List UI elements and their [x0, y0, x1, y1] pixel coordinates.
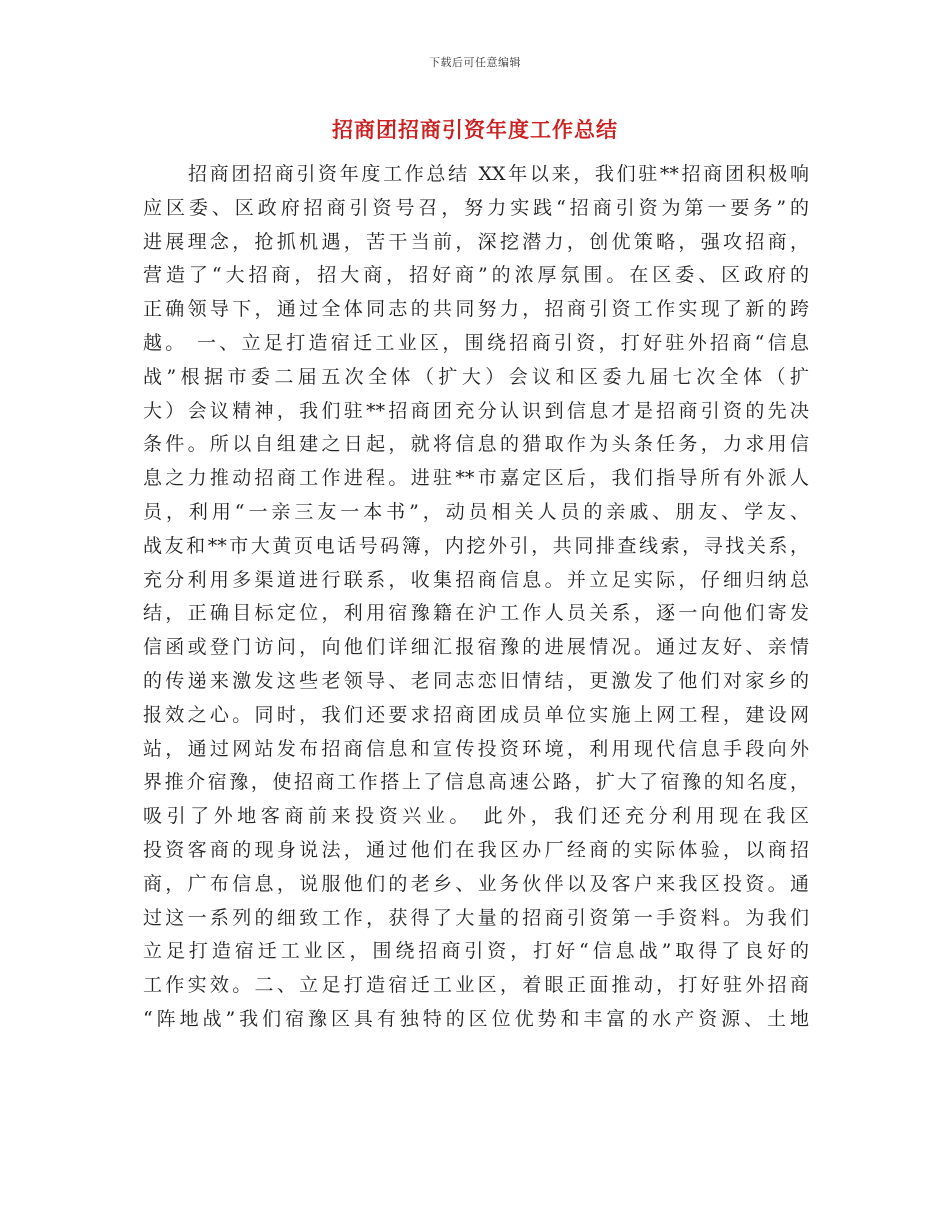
text-line: 充分利用多渠道进行联系，收集招商信息。并立足实际，仔细归纳总 [143, 568, 809, 591]
text-line: 投资客商的现身说法，通过他们在我区办厂经商的实际体验，以商招 [143, 838, 809, 861]
text-line: 条件。所以自组建之日起，就将信息的猎取作为头条任务，力求用信 [143, 433, 809, 456]
text-line: 营造了“大招商，招大商，招好商”的浓厚氛围。在区委、区政府的 [143, 264, 809, 287]
text-line: 过这一系列的细致工作，获得了大量的招商引资第一手资料。为我们 [143, 906, 809, 929]
text-line: 结，正确目标定位，利用宿豫籍在沪工作人员关系，逐一向他们寄发 [143, 602, 809, 625]
text-line: 商，广布信息，说服他们的老乡、业务伙伴以及客户来我区投资。通 [143, 872, 809, 895]
text-line: 大）会议精神，我们驻**招商团充分认识到信息才是招商引资的先决 [143, 399, 809, 422]
text-line: 招商团招商引资年度工作总结 XX年以来，我们驻**招商团积极响 [188, 163, 809, 185]
text-line: 战友和**市大黄页电话号码簿，内挖外引，共同排查线索，寻找关系， [143, 534, 809, 557]
text-line: 立足打造宿迁工业区，围绕招商引资，打好“信息战”取得了良好的 [143, 940, 809, 963]
header-note: 下载后可任意编辑 [429, 56, 521, 69]
text-line: 报效之心。同时，我们还要求招商团成员单位实施上网工程，建设网 [143, 703, 809, 726]
text-line: 正确领导下，通过全体同志的共同努力，招商引资工作实现了新的跨 [143, 298, 809, 321]
text-line: “阵地战”我们宿豫区具有独特的区位优势和丰富的水产资源、土地 [143, 1007, 809, 1030]
text-line: 息之力推动招商工作进程。进驻**市嘉定区后，我们指导所有外派人 [143, 467, 809, 490]
text-line: 工作实效。二、立足打造宿迁工业区，着眼正面推动，打好驻外招商 [143, 974, 809, 997]
text-line: 界推介宿豫，使招商工作搭上了信息高速公路，扩大了宿豫的知名度， [143, 771, 809, 794]
text-line: 越。 一、立足打造宿迁工业区，围绕招商引资，打好驻外招商“信息 [143, 331, 809, 354]
text-line: 的传递来激发这些老领导、老同志恋旧情结，更激发了他们对家乡的 [143, 669, 809, 692]
text-line: 站，通过网站发布招商信息和宣传投资环境，利用现代信息手段向外 [143, 737, 809, 760]
text-line: 员，利用“一亲三友一本书”，动员相关人员的亲戚、朋友、学友、 [143, 500, 809, 523]
text-line: 应区委、区政府招商引资号召，努力实践“招商引资为第一要务”的 [143, 196, 809, 219]
text-line: 战”根据市委二届五次全体（扩大）会议和区委九届七次全体（扩 [143, 365, 809, 388]
body-paragraph [143, 158, 809, 1037]
text-line: 信函或登门访问，向他们详细汇报宿豫的进展情况。通过友好、亲情 [143, 636, 809, 659]
text-line: 进展理念，抢抓机遇，苦干当前，深挖潜力，创优策略，强攻招商， [143, 230, 809, 253]
text-line: 吸引了外地客商前来投资兴业。 此外，我们还充分利用现在我区 [143, 805, 809, 828]
document-title: 招商团招商引资年度工作总结 [332, 117, 618, 142]
